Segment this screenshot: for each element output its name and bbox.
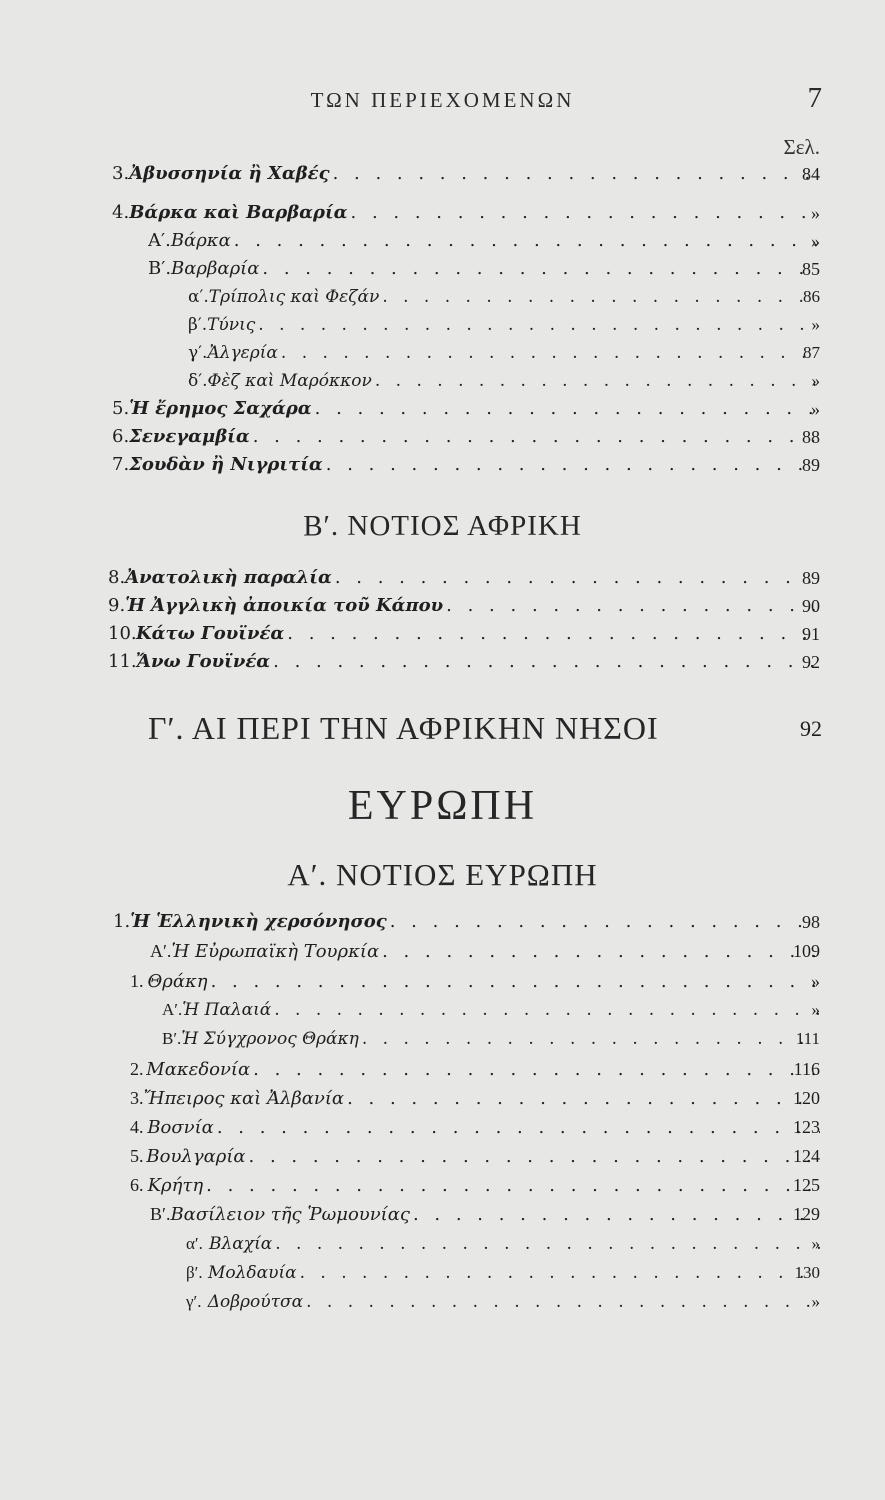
toc-entry-label: Τύνις: [207, 315, 256, 335]
toc-entry-label: Βλαχία: [209, 1234, 273, 1254]
toc-entry-page: 120: [793, 1088, 820, 1108]
toc-entry-label: Δοβρούτσα: [207, 1292, 304, 1312]
toc-entry: 7. Σουδὰν ἢ Νιγριτία . . . 89: [112, 451, 820, 479]
toc-entry-page: »: [811, 1292, 820, 1311]
toc-entry-page: 89: [802, 455, 820, 475]
toc-entry: Α′. Ἡ Παλαιά . . . »: [162, 996, 820, 1024]
toc-entry-page: 109: [793, 941, 820, 961]
leader-dots: [272, 1230, 820, 1258]
toc-entry-page: »: [811, 203, 820, 223]
toc-entry: α′. Τρίπολις καὶ Φεζάν . . . 86: [188, 283, 820, 311]
section-heading-african-islands: Γ′. ΑΙ ΠΕΡΙ ΤΗΝ ΑΦΡΙΚΗΝ ΝΗΣΟΙ: [148, 710, 659, 746]
toc-entry-page: 111: [795, 1029, 820, 1048]
toc-entry-page: 87: [803, 343, 820, 362]
leader-dots: [250, 423, 820, 451]
toc-entry: Α′. Ἡ Εὐρωπαϊκὴ Τουρκία . . . 109: [150, 937, 820, 965]
toc-entry-label: Ἡ Σύγχρονος Θράκη: [181, 1029, 359, 1049]
leader-dots: [271, 996, 820, 1024]
toc-entry: 3. Ἤπειρος καὶ Ἀλβανία . . . 120: [130, 1084, 820, 1112]
toc-entry-label: Ἡ Παλαιά: [182, 1000, 272, 1020]
toc-entry-page: 123: [793, 1117, 820, 1137]
toc-entry: 10. Κάτω Γουϊνέα . . . 91: [108, 620, 820, 648]
leader-dots: [284, 620, 820, 648]
leader-dots: [387, 908, 820, 936]
page-number: 7: [807, 82, 822, 114]
leader-dots: [203, 1172, 820, 1199]
toc-entry-label: Κάτω Γουϊνέα: [136, 623, 285, 644]
toc-entry-page: 125: [793, 1175, 820, 1195]
toc-entry-label: Ἡ Εὐρωπαϊκὴ Τουρκία: [171, 941, 380, 962]
toc-entry-page: 98: [802, 912, 820, 932]
toc-entry-page: 90: [802, 596, 820, 616]
toc-entry-label: Φὲζ καὶ Μαρόκκον: [207, 371, 372, 391]
part-heading-europe: ΕΥΡΩΠΗ: [347, 783, 538, 829]
toc-entry-label: Σουδὰν ἢ Νιγριτία: [129, 454, 323, 475]
toc-entry-label: Βουλγαρία: [146, 1146, 246, 1167]
leader-dots: [330, 160, 820, 188]
toc-entry: 4. Βάρκα καὶ Βαρβαρία . . . »: [112, 199, 820, 227]
section-heading-south-europe: Α′. ΝΟΤΙΟΣ ΕΥΡΩΠΗ: [287, 857, 598, 892]
toc-entry-page: 86: [803, 287, 820, 306]
toc-entry-page: »: [811, 231, 820, 251]
toc-entry: 1. Ἡ Ἑλληνικὴ χερσόνησος . . . 98: [113, 908, 820, 936]
leader-dots: [372, 367, 820, 395]
leader-dots: [255, 311, 820, 339]
toc-entry-page: »: [811, 371, 820, 390]
toc-entry-page: 89: [802, 568, 820, 588]
toc-entry-label: Κρήτη: [147, 1175, 204, 1196]
toc-entry-label: Βασίλειον τῆς Ῥωμουνίας: [170, 1204, 410, 1225]
toc-entry-page: 129: [793, 1204, 820, 1224]
leader-dots: [303, 1288, 820, 1316]
toc-entry: 6. Σενεγαμβία . . . 88: [112, 423, 820, 451]
leader-dots: [323, 451, 820, 479]
toc-entry: γ′. Δοβρούτσα . . . »: [186, 1288, 820, 1316]
toc-entry-page: »: [811, 1234, 820, 1253]
toc-entry-page: 91: [802, 624, 820, 644]
leader-dots: [410, 1201, 820, 1228]
toc-entry-label: Μολδαυία: [207, 1263, 297, 1283]
toc-entry: Α′. Βάρκα . . . »: [148, 227, 820, 255]
toc-entry: δ′. Φὲζ καὶ Μαρόκκον . . . »: [188, 367, 820, 395]
toc-entry: β′. Μολδαυία . . . 130: [186, 1259, 820, 1287]
section-heading-south-africa: Β′. ΝΟΤΙΟΣ ΑΦΡΙΚΗ: [303, 510, 582, 542]
leader-dots: [348, 199, 820, 227]
toc-entry: β′. Τύνις . . . »: [188, 311, 820, 339]
leader-dots: [359, 1025, 820, 1053]
toc-entry: 6. Κρήτη . . . 125: [130, 1171, 820, 1199]
toc-entry-label: Βάρκα: [170, 230, 231, 251]
leader-dots: [332, 564, 820, 592]
toc-entry-label: Θράκη: [147, 971, 208, 992]
toc-entry: 11. Ἄνω Γουϊνέα . . . 92: [108, 648, 820, 676]
section-page: 92: [800, 716, 822, 741]
toc-entry-label: Ἡ Ἀγγλικὴ ἀποικία τοῦ Κάπου: [125, 595, 444, 616]
toc-entry: Β′. Ἡ Σύγχρονος Θράκη . . . 111: [162, 1025, 820, 1053]
leader-dots: [278, 339, 820, 367]
leader-dots: [270, 648, 820, 676]
toc-entry-label: Τρίπολις καὶ Φεζάν: [208, 287, 380, 307]
toc-entry-label: Ἀνατολικὴ παραλία: [125, 567, 332, 588]
toc-entry: Β′. Βαρβαρία . . . 85: [148, 255, 820, 283]
toc-entry: α′. Βλαχία . . . »: [186, 1230, 820, 1258]
toc-entry-page: 88: [802, 427, 820, 447]
leader-dots: [231, 227, 820, 255]
toc-entry: 9. Ἡ Ἀγγλικὴ ἀποικία τοῦ Κάπου . . . 90: [108, 592, 820, 620]
toc-entry-label: Βάρκα καὶ Βαρβαρία: [129, 202, 348, 223]
toc-entry: 1. Θράκη . . . »: [130, 967, 820, 995]
leader-dots: [214, 1114, 820, 1141]
toc-entry: 5. Ἡ ἔρημος Σαχάρα . . . »: [112, 395, 820, 423]
toc-entry-label: Σενεγαμβία: [129, 426, 250, 447]
toc-entry-label: Ἀλγερία: [207, 343, 278, 363]
leader-dots: [297, 1259, 820, 1287]
toc-entry-label: Ἀβυσσηνία ἢ Χαβές: [129, 163, 330, 184]
leader-dots: [246, 1143, 820, 1170]
leader-dots: [250, 1056, 820, 1083]
toc-entry-page: 130: [794, 1263, 820, 1282]
page-column-label: Σελ.: [783, 135, 820, 159]
toc-entry-page: »: [811, 971, 820, 991]
toc-entry-label: Ἤπειρος καὶ Ἀλβανία: [143, 1088, 345, 1109]
toc-entry: 2. Μακεδονία . . . 116: [130, 1055, 820, 1083]
toc-entry-page: 116: [793, 1059, 820, 1079]
toc-entry-label: Μακεδονία: [146, 1059, 251, 1080]
toc-entry-label: Βοσνία: [147, 1117, 214, 1138]
leader-dots: [208, 968, 820, 995]
toc-entry-label: Ἡ ἔρημος Σαχάρα: [129, 398, 312, 419]
toc-entry-page: 92: [802, 652, 820, 672]
toc-entry-label: Ἡ Ἑλληνικὴ χερσόνησος: [130, 911, 387, 932]
toc-entry-label: Βαρβαρία: [171, 258, 260, 279]
running-header: ΤΩΝ ΠΕΡΙΕΧΟΜΕΝΩΝ: [310, 88, 575, 112]
toc-entry: 3. Ἀβυσσηνία ἢ Χαβές . . . 84: [112, 160, 820, 188]
toc-entry-page: 124: [793, 1146, 820, 1166]
toc-entry: 4. Βοσνία . . . 123: [130, 1113, 820, 1141]
toc-entry-page: 84: [802, 164, 820, 184]
toc-entry-page: »: [811, 1000, 820, 1019]
leader-dots: [443, 592, 820, 620]
leader-dots: [312, 395, 820, 423]
toc-entry: γ′. Ἀλγερία . . . 87: [188, 339, 820, 367]
toc-entry: Β′. Βασίλειον τῆς Ῥωμουνίας . . . 129: [150, 1200, 820, 1228]
leader-dots: [259, 255, 820, 283]
toc-entry: 8. Ἀνατολικὴ παραλία . . . 89: [108, 564, 820, 592]
toc-entry-page: 85: [802, 259, 820, 279]
toc-entry: 5. Βουλγαρία . . . 124: [130, 1142, 820, 1170]
toc-entry-label: Ἄνω Γουϊνέα: [136, 651, 271, 672]
leader-dots: [379, 283, 820, 311]
leader-dots: [344, 1085, 820, 1112]
leader-dots: [379, 938, 820, 965]
toc-entry-page: »: [811, 399, 820, 419]
toc-entry-page: »: [811, 315, 820, 334]
